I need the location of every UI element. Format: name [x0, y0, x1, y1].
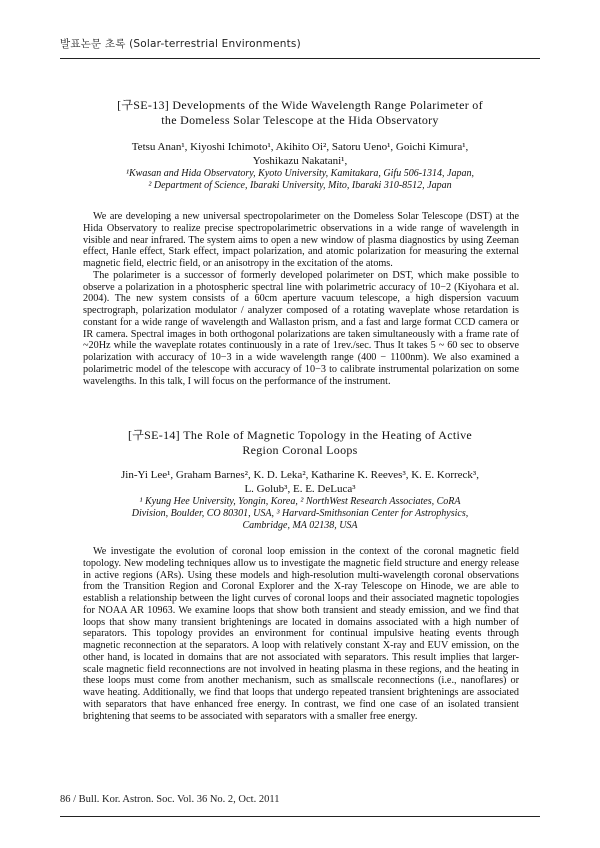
- running-header: 발표논문 초록 (Solar-terrestrial Environments): [60, 38, 301, 50]
- abstract-2-body: [83, 546, 519, 722]
- abstract-2-affil-line-3: Cambridge, MA 02138, USA: [242, 520, 358, 531]
- abstract-2-affil-line-2: Division, Boulder, CO 80301, USA, ³ Harvard-Smithsonian Center for Astrophysics,: [131, 508, 469, 519]
- abstract-2-affil-line-1: ¹ Kyung Hee University, Yongin, Korea, ² NorthWest Research Associates, CoRA: [139, 496, 461, 507]
- abstract-1-authors-line-2: Yoshikazu Nakatani¹,: [252, 155, 348, 167]
- abstract-1-paragraph-1: We are developing a new universal spectropolarimeter on the Domeless Solar Telescope (DST) at the Hida Observatory to realize precise spectropolarimetric observations in a wide range of wavelength in visible and near infrared. The system aims to open a new window of plasma diagnostics by using Zeeman effect, Hanle effect, Stark effect, impact polarization, and atomic polarization for measuring the external magnetic field, electric field, or an anisotropy in the excitation of the atoms.: [83, 211, 519, 269]
- abstract-1-title-line-1: [구SE-13] Developments of the Wide Wavelength Range Polarimeter of: [117, 98, 483, 112]
- abstract-1-authors: [75, 140, 525, 168]
- abstract-2-authors-line-1: Jin-Yi Lee¹, Graham Barnes², K. D. Leka², Katharine K. Reeves³, K. E. Korreck³,: [121, 469, 479, 481]
- header-rule: [60, 58, 540, 59]
- abstract-2-authors: [75, 468, 525, 496]
- abstract-1-title-line-2: the Domeless Solar Telescope at the Hida Observatory: [161, 113, 439, 127]
- abstract-1-affil-line-1: ¹Kwasan and Hida Observatory, Kyoto University, Kamitakara, Gifu 506-1314, Japan,: [126, 168, 474, 179]
- page-footer: 86 / Bull. Kor. Astron. Soc. Vol. 36 No. 2, Oct. 2011: [60, 794, 280, 805]
- abstract-1-affil-line-2: ² Department of Science, Ibaraki University, Mito, Ibaraki 310-8512, Japan: [148, 180, 452, 191]
- abstract-1-paragraph-2: The polarimeter is a successor of formerly developed polarimeter on DST, which make possible to observe a polarization in a photospheric spectral line with polarimetric accuracy of 10−2 (Kiyohara et al. 2004). The new system consists of a 60cm aperture vacuum telescope, a high dispersion vacuum spectrograph, polarization modulator / analyzer composed of a rotating waveplate whose retardation is constant for a wide range of wavelength and Wallaston prism, and a fast and large format CCD camera or IR camera. Spectral images in both orthogonal polarizations are taken simultaneously with a frame rate of ~20Hz while the waveplate rotates continuously in a rate of 1rev./sec. Thus It takes 5 ~ 60 sec to observe polarization with accuracy of 10−3 in a wide wavelength range (400 − 1100nm). We also examined a polarimetric model of the telescope with accuracy of 10−3 to calibrate instrumental polarization on some wavelengths. In this talk, I will focus on the performance of the instrument.: [83, 269, 519, 387]
- abstract-1-affiliations: [80, 168, 520, 192]
- abstract-2-title-line-1: [구SE-14] The Role of Magnetic Topology in the Heating of Active: [127, 428, 473, 442]
- abstract-2-paragraph-1: We investigate the evolution of coronal loop emission in the context of the coronal magnetic field topology. New modeling techniques allow us to investigate the magnetic field structure and energy release in active regions (ARs). Using these models and high-resolution multi-wavelength coronal observations from the Transition Region and Coronal Explorer and the X-ray Telescope on Hinode, we are able to establish a relationship between the light curves of coronal loops and their associated magnetic topologies for NOAA AR 10963. We examine loops that show both transient and steady emission, and we find that loops that show many transient brightenings are located in domains associated with a high number of separators. This topology provides an environment for continual impulsive heating events through magnetic reconnection at the separators. A loop with relatively constant X-ray and EUV emission, on the other hand, is located in domains that are not associated with separators. This result implies that larger-scale magnetic field reconnections are not involved in heating plasma in these regions, and the heating in these loops must come from another mechanism, such as smallscale reconnections (i.e., nanoflares) or wave heating. Additionally, we find that loops that undergo repeated transient brightenings are associated with separators that have enhanced free energy. In contrast, we find one case of an isolated transient brightening that seems to be associated with separators with a smaller free energy.: [83, 546, 519, 722]
- abstract-2-title: [75, 428, 525, 458]
- footer-rule: [60, 816, 540, 817]
- abstract-2-authors-line-2: L. Golub³, E. E. DeLuca³: [244, 483, 356, 495]
- abstract-2-affiliations: [80, 496, 520, 532]
- abstract-1-body: [83, 211, 519, 387]
- abstract-1-title: [75, 98, 525, 128]
- abstract-1-authors-line-1: Tetsu Anan¹, Kiyoshi Ichimoto¹, Akihito Oi², Satoru Ueno¹, Goichi Kimura¹,: [131, 141, 469, 153]
- abstract-2-title-line-2: Region Coronal Loops: [242, 443, 358, 457]
